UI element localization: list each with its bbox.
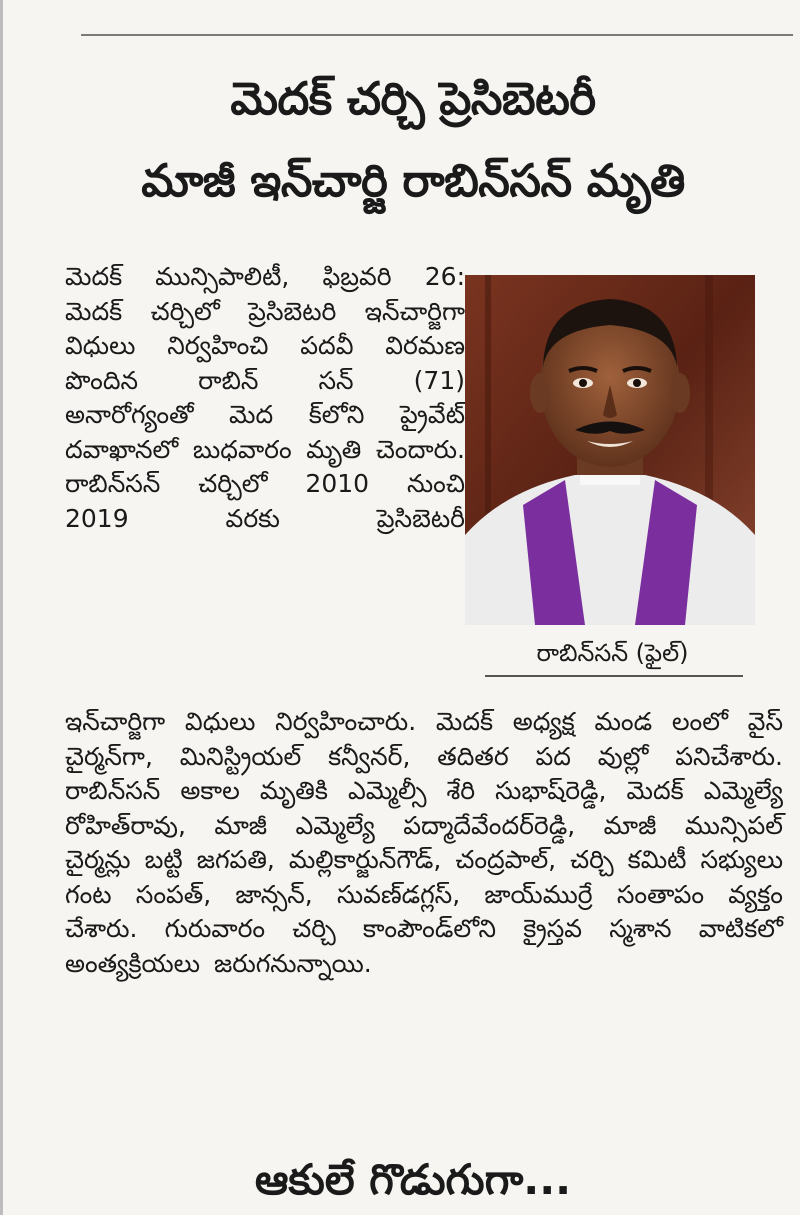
next-article-headline: ఆకులే గొడుగుగా...: [254, 1155, 572, 1204]
portrait-illustration: [465, 275, 755, 625]
portrait-photo: [465, 275, 755, 625]
article-paragraph-full: ఇన్‌చార్జిగా విధులు నిర్వహించారు. మెదక్ అధ్యక్ష మండ లంలో వైస్ చైర్మన్‌గా, మినిస్ట్రియల్ కన్వీనర్, తదితర పద వుల్లో పనిచేశారు. రాబిన్‌సన్ అకాల మృతికి ఎమ్మెల్సీ శేరి సుభాష్‌రెడ్డి, మెదక్ ఎమ్మెల్యే రోహిత్‌రావు, మాజీ ఎమ్మెల్యే పద్మాదేవేందర్‌రెడ్డి, మాజీ మున్సిపల్ చైర్మన్లు బట్టి జగపతి, మల్లికార్జున్‌గౌడ్, చంద్రపాల్, చర్చి కమిటీ సభ్యులు గంట సంపత్, జాన్సన్, సువణ్‌డగ్లస్, జాయ్‌ముర్రే సంతాపం వ్యక్తం చేశారు. గురువారం చర్చి కాంపౌండ్‌లోని క్రైస్తవ స్మశాన వాటికలో అంత్యక్రియలు జరుగనున్నాయి.: [65, 707, 783, 978]
article-column-left: [65, 260, 465, 536]
top-divider: [81, 34, 793, 36]
headline-line-2: మాజీ ఇన్‌చార్జి రాబిన్‌సన్ మృతి: [141, 154, 685, 207]
caption-divider: [485, 675, 743, 677]
article-paragraph-left: మెదక్ మున్సిపాలిటీ, ఫిబ్రవరి 26: మెదక్ చర్చిలో ప్రెసిబెటరి ఇన్‌చార్జిగా విధులు నిర్వహించి పదవీ విరమణ పొందిన రాబిన్ సన్ (71) అనారోగ్యంతో మెద క్‌లోని ప్రైవేట్ దవాఖానలో బుధవారం మృతి చెందారు. రాబిన్‌సన్ చర్చిలో 2010 నుంచి 2019 వరకు ప్రెసిబెటరీ: [65, 262, 465, 533]
article-column-full: [65, 705, 783, 981]
headline-line-1: మెదక్ చర్చి ప్రెసిబెటరీ: [230, 72, 596, 125]
photo-caption: రాబిన్‌సన్ (ఫైల్): [536, 639, 689, 667]
